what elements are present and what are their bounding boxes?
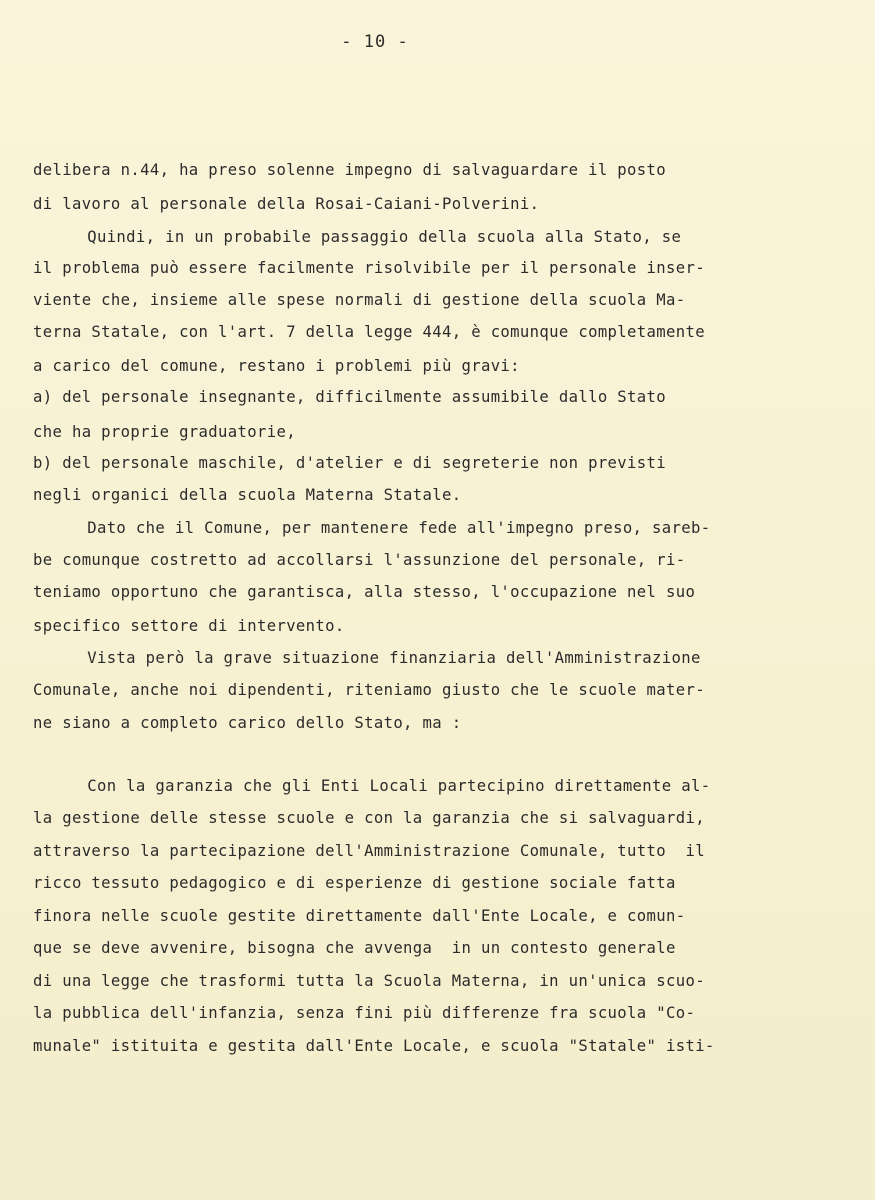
text-line: di una legge che trasformi tutta la Scuola Materna, in un'unica scuo-	[33, 972, 705, 990]
text-line: di lavoro al personale della Rosai-Caiani-Polverini.	[33, 195, 540, 213]
text-line: teniamo opportuno che garantisca, alla stesso, l'occupazione nel suo	[33, 583, 696, 601]
text-line: Vista però la grave situazione finanziaria dell'Amministrazione	[58, 649, 701, 667]
text-line: a) del personale insegnante, difficilmente assumibile dallo Stato	[33, 388, 666, 406]
text-line: Comunale, anche noi dipendenti, riteniamo giusto che le scuole mater-	[33, 681, 705, 699]
text-line: ne siano a completo carico dello Stato, ma :	[33, 714, 462, 732]
text-line: Dato che il Comune, per mantenere fede all'impegno preso, sareb-	[58, 519, 711, 537]
page-number: - 10 -	[341, 32, 409, 52]
text-line: ricco tessuto pedagogico e di esperienze di gestione sociale fatta	[33, 874, 676, 892]
text-line: il problema può essere facilmente risolvibile per il personale inser-	[33, 259, 705, 277]
text-line: que se deve avvenire, bisogna che avvenga in un contesto generale	[33, 939, 676, 957]
text-line: attraverso la partecipazione dell'Amministrazione Comunale, tutto il	[33, 842, 705, 860]
text-line: a carico del comune, restano i problemi più gravi:	[33, 357, 520, 375]
text-line: la gestione delle stesse scuole e con la garanzia che si salvaguardi,	[33, 809, 705, 827]
text-line: munale" istituita e gestita dall'Ente Locale, e scuola "Statale" isti-	[33, 1037, 715, 1055]
text-line: che ha proprie graduatorie,	[33, 423, 296, 441]
text-line: be comunque costretto ad accollarsi l'assunzione del personale, ri-	[33, 551, 686, 569]
text-line: b) del personale maschile, d'atelier e di segreterie non previsti	[33, 454, 666, 472]
text-line: delibera n.44, ha preso solenne impegno di salvaguardare il posto	[33, 161, 666, 179]
text-line: Quindi, in un probabile passaggio della scuola alla Stato, se	[58, 228, 682, 246]
text-line: viente che, insieme alle spese normali di gestione della scuola Ma-	[33, 291, 686, 309]
text-line: finora nelle scuole gestite direttamente dall'Ente Locale, e comun-	[33, 907, 686, 925]
text-line: terna Statale, con l'art. 7 della legge 444, è comunque completamente	[33, 323, 705, 341]
text-line: la pubblica dell'infanzia, senza fini più differenze fra scuola "Co-	[33, 1004, 696, 1022]
text-line: negli organici della scuola Materna Statale.	[33, 486, 462, 504]
text-line: Con la garanzia che gli Enti Locali partecipino direttamente al-	[58, 777, 711, 795]
text-line: specifico settore di intervento.	[33, 617, 345, 635]
